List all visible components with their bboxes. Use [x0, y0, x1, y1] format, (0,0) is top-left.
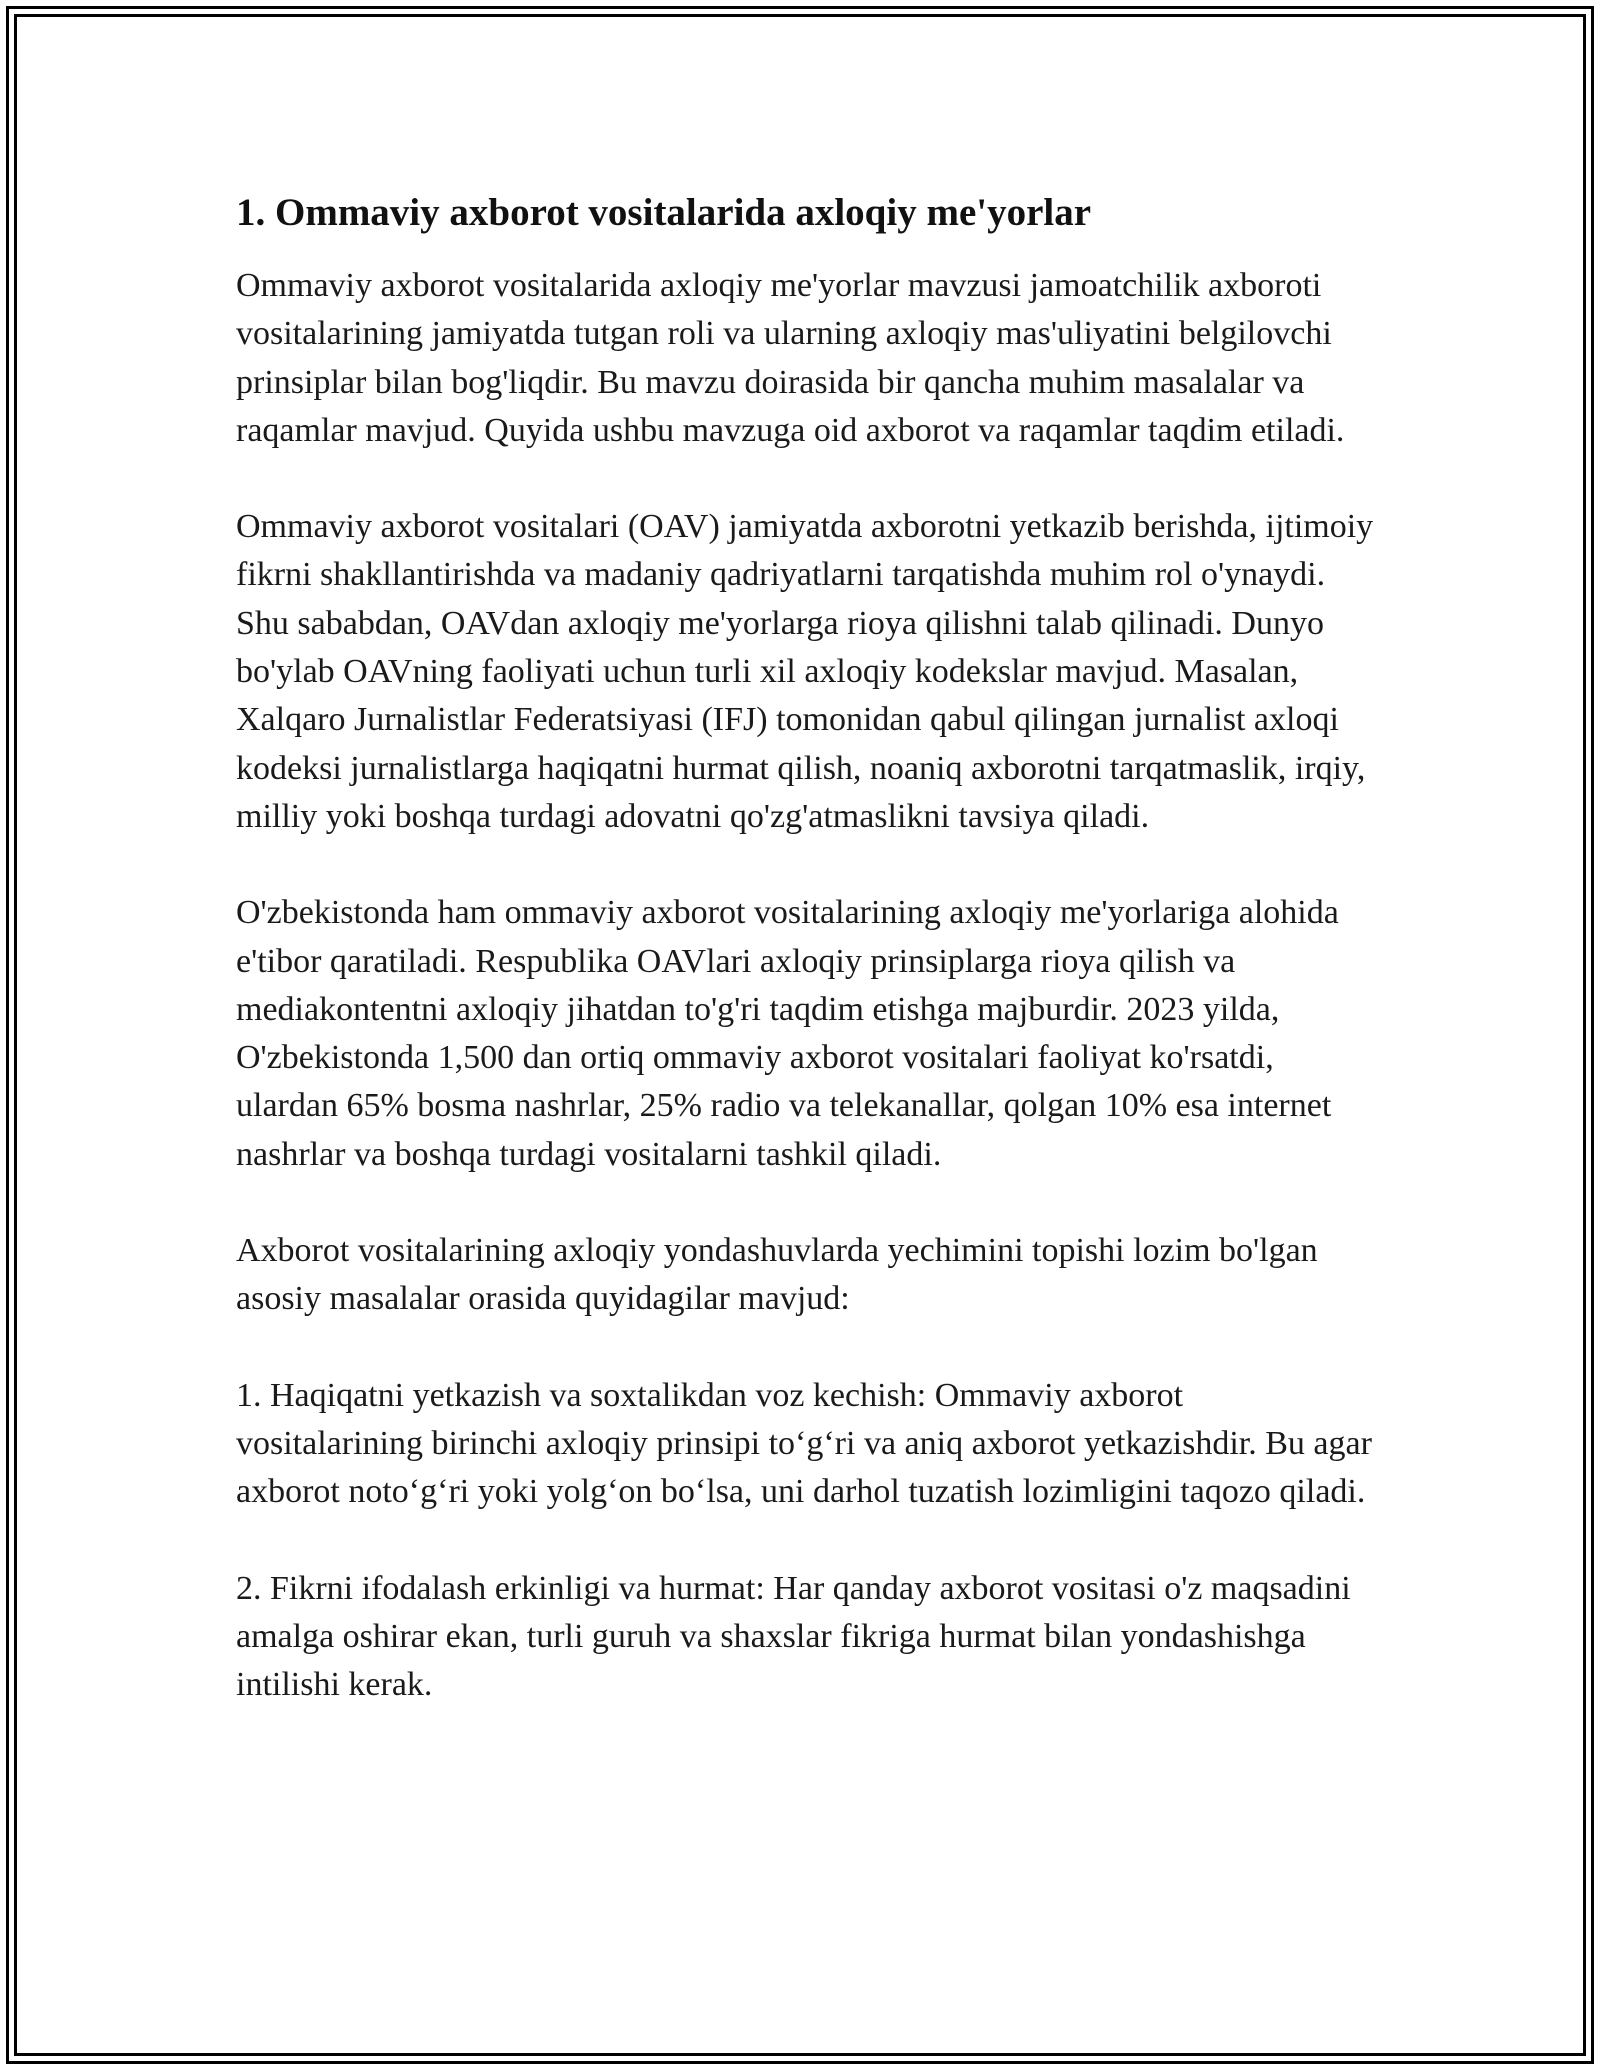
list-item-freedom: 2. Fikrni ifodalash erkinligi va hurmat: Har qanday axborot vositasi o'z maqsadini amalga oshirar ekan, turli guruh va shaxslar fikriga hurmat bilan yondashishga intilishi kerak.: [236, 1569, 1351, 1704]
paragraph-oav-role: Ommaviy axborot vositalari (OAV) jamiyatda axborotni yetkazib berishda, ijtimoiy fikrni shakllantirishda va madaniy qadriyatlarni tarqatishda muhim rol o'ynaydi. Shu sababdan, OAVdan axloqiy me'yorlarga rioya qilishni talab qilinadi. Dunyo bo'ylab OAVning faoliyati uchun turli xil axloqiy kodekslar mavjud. Masalan, Xalqaro Jurnalistlar Federatsiyasi (IFJ) tomonidan qabul qilingan jurnalist axloqi kodeksi jurnalistlarga haqiqatni hurmat qilish, noaniq axborotni tarqatmaslik, irqiy, milliy yoki boshqa turdagi adovatni qo'zg'atmaslikni tavsiya qiladi.: [236, 508, 1374, 835]
document-body: [236, 186, 1376, 1757]
paragraph-intro: Ommaviy axborot vositalarida axloqiy me'yorlar mavzusi jamoatchilik axboroti vositalarining jamiyatda tutgan roli va ularning axloqiy mas'uliyatini belgilovchi prinsiplar bilan bog'liqdir. Bu mavzu doirasida bir qancha muhim masalalar va raqamlar mavjud. Quyida ushbu mavzuga oid axborot va raqamlar taqdim etiladi.: [236, 267, 1345, 449]
list-item-truth: 1. Haqiqatni yetkazish va soxtalikdan voz kechish: Ommaviy axborot vositalarining birinchi axloqiy prinsipi to‘g‘ri va aniq axborot yetkazishdir. Bu agar axborot noto‘g‘ri yoki yolg‘on bo‘lsa, uni darhol tuzatish lozimligini taqozo qiladi.: [236, 1376, 1372, 1511]
paragraph-issues-intro: Axborot vositalarining axloqiy yondashuvlarda yechimini topishi lozim bo'lgan asosiy masalalar orasida quyidagilar mavjud:: [236, 1232, 1318, 1318]
section-heading: 1. Ommaviy axborot vositalarida axloqiy me'yorlar: [236, 191, 1092, 234]
paragraph-uzbekistan: O'zbekistonda ham ommaviy axborot vositalarining axloqiy me'yorlariga alohida e'tibor qaratiladi. Respublika OAVlari axloqiy prinsiplarga rioya qilish va mediakontentni axloqiy jihatdan to'g'ri taqdim etishga majburdir. 2023 yilda, O'zbekistonda 1,500 dan ortiq ommaviy axborot vositalari faoliyat ko'rsatdi, ulardan 65% bosma nashrlar, 25% radio va telekanallar, qolgan 10% esa internet nashrlar va boshqa turdagi vositalarni tashkil qiladi.: [236, 894, 1339, 1173]
